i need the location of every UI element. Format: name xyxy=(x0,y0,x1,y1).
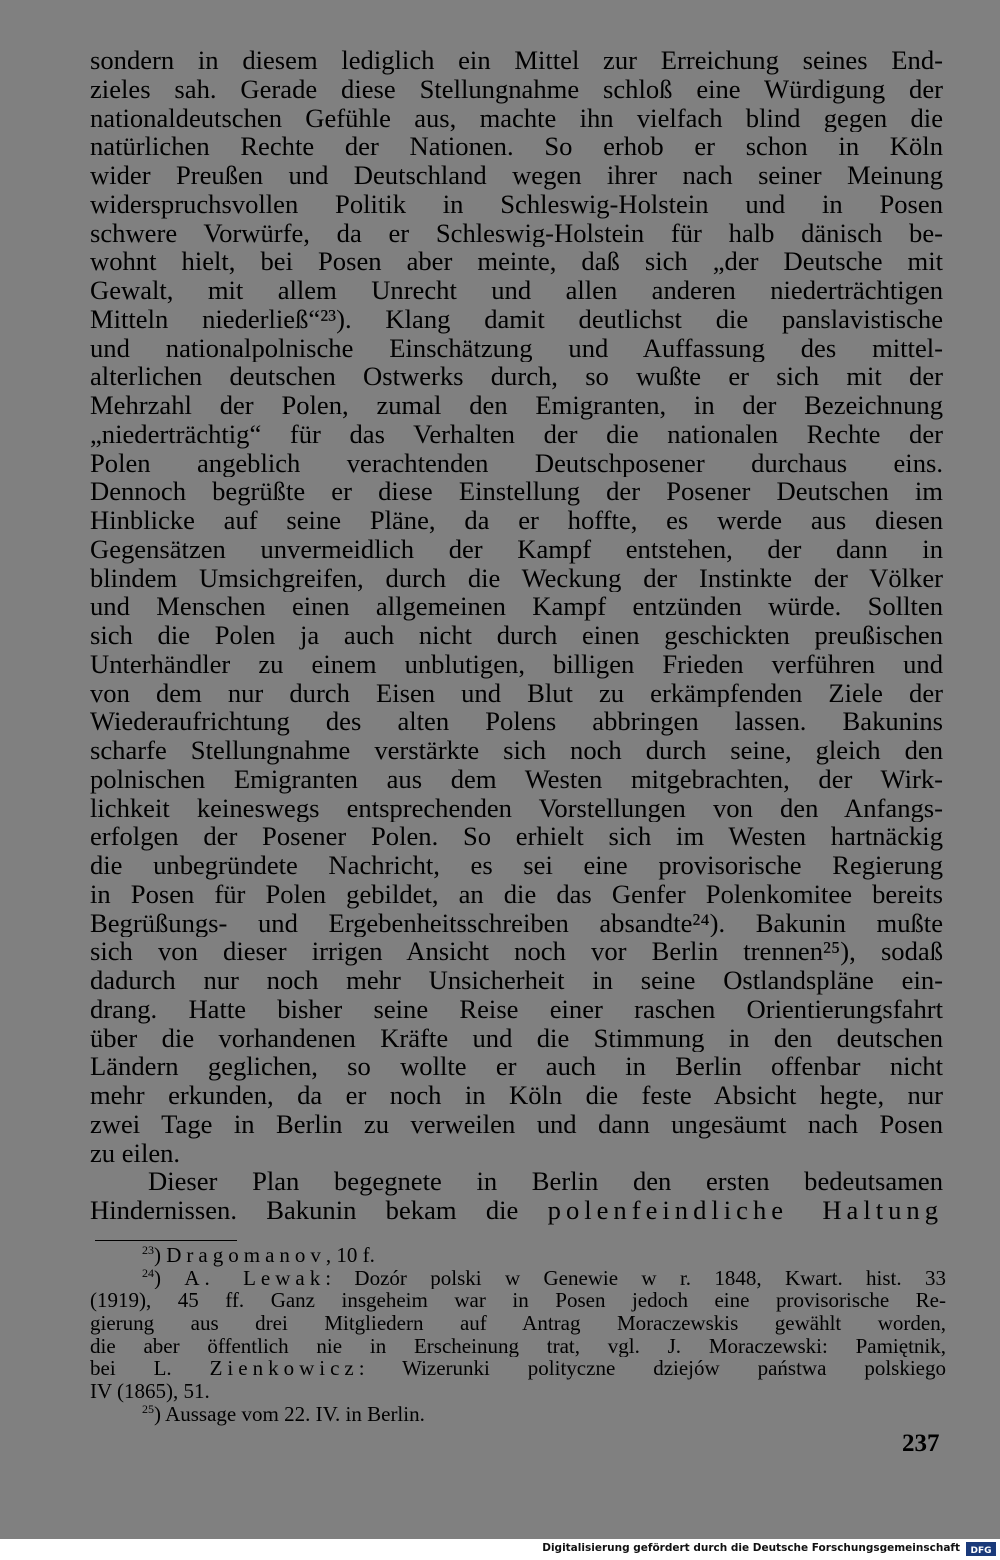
text-line: Polen angeblich verachtenden Deutschposener durchaus eins. xyxy=(90,448,943,478)
text-line: sich von dieser irrigen Ansicht noch vor Berlin trennen²⁵), sodaß xyxy=(90,937,943,966)
text-line: mehr erkunden, da er noch in Köln die feste Absicht hegte, nur xyxy=(90,1081,943,1110)
main-text-block xyxy=(90,46,943,1225)
text-line: erfolgen der Posener Polen. So erhielt sich im Westen hartnäckig xyxy=(90,822,943,851)
text-line: natürlichen Rechte der Nationen. So erhob er schon in Köln xyxy=(90,132,943,161)
text-line: schwere Vorwürfe, da er Schleswig-Holstein für halb dänisch be- xyxy=(90,218,943,248)
text-line xyxy=(90,1196,943,1225)
text-line: zwei Tage in Berlin zu verweilen und dann ungesäumt nach Posen xyxy=(90,1109,943,1139)
text-line: von dem nur durch Eisen und Blut zu erkämpfenden Ziele der xyxy=(90,678,943,708)
digitization-footer xyxy=(0,1539,1000,1560)
footnote-text: , 10 f. xyxy=(325,1244,375,1267)
footnote-text: Aussage vom 22. IV. in Berlin. xyxy=(165,1402,425,1426)
text-line: und nationalpolnische Einschätzung und Auffassung des mittel- xyxy=(90,333,943,363)
text-segment: Hindernissen. Bakunin bekam die xyxy=(90,1196,519,1225)
footnote-number: 25 xyxy=(142,1402,154,1416)
footnote-author: Zienkowicz xyxy=(209,1357,359,1381)
text-line: lichkeit keineswegs entsprechenden Vorstellungen von den Anfangs- xyxy=(90,793,943,823)
logo-text: DFG xyxy=(970,1546,992,1556)
body-paragraph xyxy=(90,1167,943,1225)
footnote-line: $^{25}$) Aussage vom 22. IV. in Berlin. xyxy=(142,1402,425,1426)
text-line: Unterhändler zu einem unblutigen, billigen Frieden verführen und xyxy=(90,649,943,679)
text-line: Dieser Plan begegnete in Berlin den ersten bedeutsamen xyxy=(148,1167,943,1196)
footnote-line: (1919), 45 ff. Ganz insgeheim war in Posen jedoch eine provisorische Re- xyxy=(90,1289,946,1313)
footnotes-block xyxy=(90,1244,946,1426)
text-line: Gewalt, mit allem Unrecht und allen anderen niederträchtigen xyxy=(90,276,943,305)
text-line: polnischen Emigranten aus dem Westen mitgebrachten, der Wirk- xyxy=(90,764,943,794)
text-line: widerspruchsvollen Politik in Schleswig-Holstein und in Posen xyxy=(90,189,943,219)
footnote-text: : Dozór polski w Genewie w r. 1848, Kwart. hist. 33 xyxy=(325,1266,946,1290)
footnote-line: die aber öffentlich nie in Erscheinung trat, vgl. J. Moraczewski: Pamiętnik, xyxy=(90,1334,946,1358)
text-line: sich die Polen ja auch nicht durch einen geschickten preußischen xyxy=(90,621,943,650)
footnote-line: $^{24}$) A. Lewak: Dozór polski w Genewie w r. 1848, Kwart. hist. 33 xyxy=(142,1266,946,1290)
text-line: „niederträchtig“ für das Verhalten der die nationalen Rechte der xyxy=(90,419,943,449)
text-line: alterlichen deutschen Ostwerks durch, so wußte er sich mit der xyxy=(90,362,943,391)
footnote-line: gierung aus drei Mitgliedern auf Antrag Moraczewskis gewählt worden, xyxy=(90,1312,946,1335)
text-line: Gegensätzen unvermeidlich der Kampf entstehen, der dann in xyxy=(90,534,943,564)
dfg-logo-icon xyxy=(966,1542,996,1556)
text-line: Dennoch begrüßte er diese Einstellung der Posener Deutschen im xyxy=(90,477,943,506)
text-line: Mitteln niederließ“²³). Klang damit deutlichst die panslavistische xyxy=(90,304,943,334)
footnote-line xyxy=(90,1357,946,1380)
footnote-text: : Wizerunki polityczne dziejów państwa polskiego xyxy=(358,1357,946,1381)
text-line: Hinblicke auf seine Pläne, da er hoffte, es werde aus diesen xyxy=(90,506,943,535)
text-line: drang. Hatte bisher seine Reise einer raschen Orientierungsfahrt xyxy=(90,994,943,1024)
text-line: Mehrzahl der Polen, zumal den Emigranten, in der Bezeichnung xyxy=(90,391,943,420)
text-line: wohnt hielt, bei Posen aber meinte, daß sich „der Deutsche mit xyxy=(90,247,943,276)
text-line: blindem Umsichgreifen, durch die Weckung der Instinkte der Völker xyxy=(90,563,943,593)
footnote-text: bei L. xyxy=(90,1357,210,1381)
text-line: Wiederaufrichtung des alten Polens abbringen lassen. Bakunins xyxy=(90,707,943,736)
text-line: über die vorhandenen Kräfte und die Stimmung in den deutschen xyxy=(90,1023,943,1053)
footnote-number: 23 xyxy=(142,1244,154,1257)
text-line: scharfe Stellungnahme verstärkte sich noch durch seine, gleich den xyxy=(90,736,943,765)
text-line: zu eilen. xyxy=(90,1138,181,1168)
footnote-author: Dragomanov xyxy=(166,1244,326,1267)
text-line: und Menschen einen allgemeinen Kampf entzünden würde. Sollten xyxy=(90,592,943,621)
text-line: nationaldeutschen Gefühle aus, machte ihn vielfach blind gegen die xyxy=(90,103,943,133)
text-line: Begrüßungs- und Ergebenheitsschreiben absandte²⁴). Bakunin mußte xyxy=(90,908,943,938)
body-paragraph xyxy=(90,46,943,1167)
footnote-divider xyxy=(95,1240,237,1241)
page-number: 237 xyxy=(902,1430,940,1457)
footnote-line: IV (1865), 51. xyxy=(90,1380,210,1403)
text-line: wider Preußen und Deutschland wegen ihrer nach seiner Meinung xyxy=(90,161,943,190)
text-line: Ländern geglichen, so wollte er auch in Berlin offenbar nicht xyxy=(90,1052,943,1081)
text-line: dadurch nur noch mehr Unsicherheit in seine Ostlandspläne ein- xyxy=(90,966,943,995)
text-line: die unbegründete Nachricht, es sei eine provisorische Regierung xyxy=(90,851,943,880)
emphasized-text: polenfeindliche Haltung xyxy=(547,1196,943,1225)
footnote-line: $^{23}$) Dragomanov, 10 f. xyxy=(142,1244,375,1267)
text-line: zieles sah. Gerade diese Stellungnahme schloß eine Würdigung der xyxy=(90,74,943,104)
text-line: in Posen für Polen gebildet, an die das Genfer Polenkomitee bereits xyxy=(90,879,943,909)
footnote-author: A. Lewak xyxy=(184,1266,326,1290)
footnote-number: 24 xyxy=(142,1266,154,1280)
footer-credit: Digitalisierung gefördert durch die Deutsche Forschungsgemeinschaft xyxy=(542,1542,960,1554)
text-line: sondern in diesem lediglich ein Mittel zur Erreichung seines End- xyxy=(90,46,943,75)
